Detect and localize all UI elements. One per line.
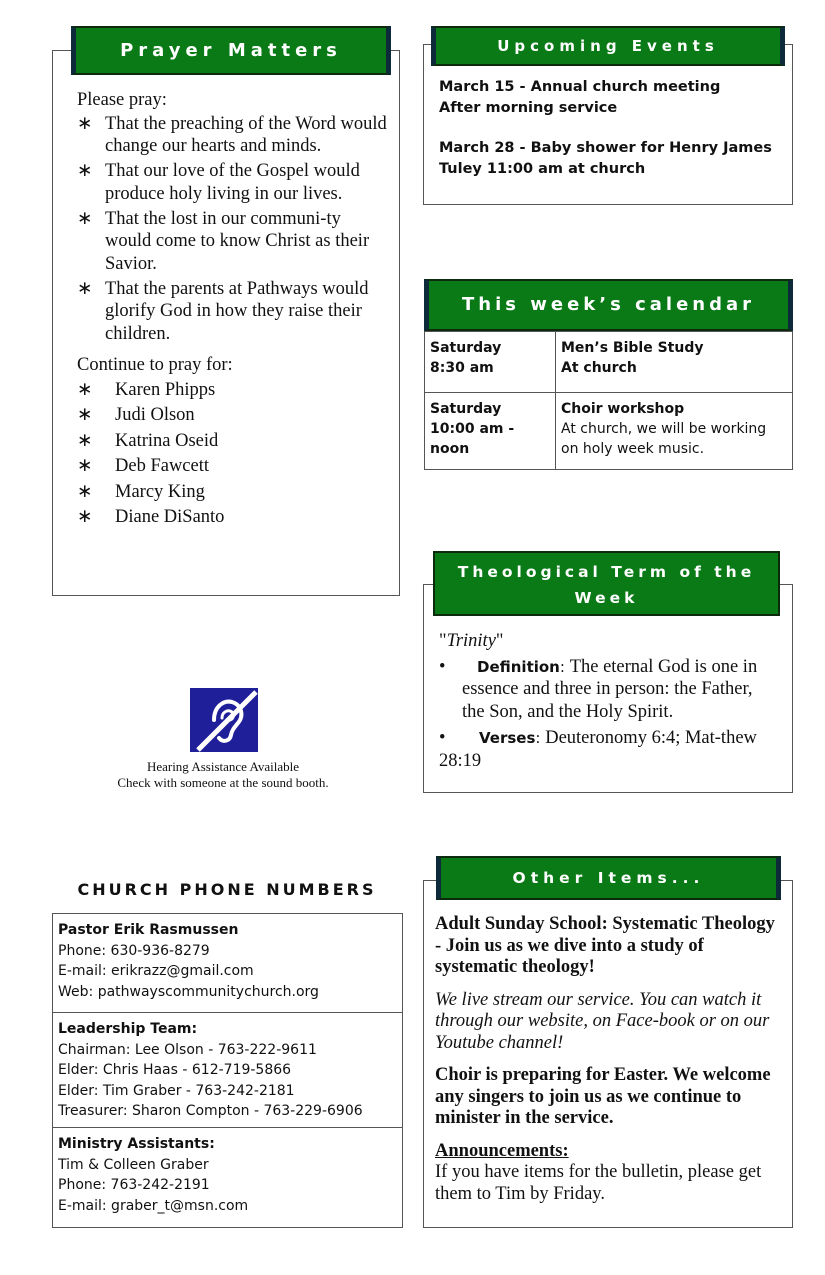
calendar-detail: At church [561,360,637,376]
event1-line1: March 15 - Annual church meeting [439,79,721,95]
asterisk-bullet-icon: ∗ [77,507,93,527]
theology-content [439,630,779,772]
leadership-line: Elder: Tim Graber - 763-242-2181 [58,1082,295,1099]
definition-label: Definition [477,657,560,676]
bullet-icon: • [439,728,446,748]
calendar-table-wrap [424,331,793,470]
asterisk-bullet-icon: ∗ [77,481,93,502]
prayer-item-text: That our love of the Gospel would produce holy living in our lives. [105,161,360,204]
calendar-time: 10:00 am - noon [430,421,515,457]
calendar-row [425,393,793,470]
pastor-web: Web: pathwayscommunitychurch.org [58,983,319,1000]
verses-text: Deuteronomy 6:4; Mat-thew 28:19 [439,728,757,771]
ministry-section [53,1128,402,1222]
ministry-heading: Ministry Assistants: [58,1136,215,1152]
theology-banner [433,551,780,616]
hearing-line2: Check with someone at the sound booth. [117,774,329,790]
hearing-text [100,759,346,790]
calendar-time: 8:30 am [430,360,494,376]
prayer-name [77,430,387,456]
calendar-when [425,332,556,393]
prayer-name [77,379,387,405]
prayer-item [77,113,387,158]
prayer-name-text: Katrina Oseid [115,430,219,451]
calendar-event: Choir workshop [561,401,685,417]
prayer-name-text: Deb Fawcett [115,456,210,476]
livestream-text: We live stream our service. You can watch it through our website, on Face-book or on our Youtube channel! [435,989,770,1053]
leadership-line: Treasurer: Sharon Compton - 763-229-6906 [58,1103,363,1119]
asterisk-bullet-icon: ∗ [77,456,93,476]
calendar-row [425,332,793,393]
event2-line1: March 28 - Baby shower for Henry James [439,140,772,156]
prayer-item-text: That the parents at Pathways would glorify God in how they raise their children. [105,278,369,344]
ministry-line: E-mail: graber_t@msn.com [58,1197,249,1214]
prayer-item [77,208,387,276]
continue-label: Continue to pray for: [77,355,233,375]
prayer-name-text: Diane DiSanto [115,507,225,527]
calendar-day: Saturday [430,340,502,356]
bullet-icon: • [439,656,446,677]
calendar-event: Men’s Bible Study [561,340,704,356]
ministry-line: Phone: 763-242-2191 [58,1177,210,1193]
phones-title: CHURCH PHONE NUMBERS [77,880,377,899]
leadership-section [53,1013,402,1128]
asterisk-bullet-icon: ∗ [77,208,93,229]
events-title: Upcoming Events [497,37,719,55]
prayer-item-text: That the lost in our communi-ty would come to know Christ as their Savior. [105,208,370,274]
leadership-heading: Leadership Team: [58,1021,198,1037]
calendar-banner [424,279,793,331]
calendar-what [556,393,793,470]
asterisk-bullet-icon: ∗ [77,113,93,134]
prayer-banner [71,26,391,75]
asterisk-bullet-icon: ∗ [77,161,93,181]
definition-text: The eternal God is one in essence and three in person: the Father, the Son, and the Holy Spirit. [462,656,758,722]
leadership-line: Elder: Chris Haas - 612-719-5866 [58,1062,292,1078]
prayer-item-text: That the preaching of the Word would change our hearts and minds. [105,113,387,156]
pastor-section [53,914,402,1013]
calendar-day: Saturday [430,401,502,417]
hearing-assistance-icon [190,688,258,752]
prayer-name-text: Karen Phipps [115,379,216,400]
asterisk-bullet-icon: ∗ [77,430,93,451]
hearing-line1: Hearing Assistance Available [146,759,300,774]
announcements-label: Announcements: [435,1140,569,1161]
phones-box [52,913,403,1228]
prayer-name [77,506,387,532]
calendar-table [424,331,793,470]
pastor-phone: Phone: 630-936-8279 [58,942,210,959]
event2-line2: Tuley 11:00 am at church [439,161,646,177]
prayer-name [77,404,387,430]
choir-text: Choir is preparing for Easter. We welcome any singers to join us as we continue to minister in the service. [435,1065,771,1128]
events-banner [431,26,785,66]
prayer-name [77,481,387,507]
theology-title: Theological Term of the Week [457,563,756,607]
prayer-item [77,278,387,346]
asterisk-bullet-icon: ∗ [77,278,93,299]
calendar-detail: At church, we will be working on holy week music. [561,421,767,457]
theology-term: "Trinity" [439,631,504,651]
other-title: Other Items... [512,869,705,887]
prayer-content [77,89,387,532]
other-banner [436,856,781,900]
events-content [439,77,787,180]
prayer-name [77,455,387,481]
calendar-when [425,393,556,470]
prayer-name-text: Judi Olson [115,405,195,425]
prayer-intro: Please pray: [77,90,167,110]
verses-label: Verses [479,729,536,747]
asterisk-bullet-icon: ∗ [77,405,93,425]
prayer-item [77,160,387,205]
pastor-email: E-mail: erikrazz@gmail.com [58,963,254,979]
definition-item: • Definition: The eternal God is one in essence and three in person: the Father, the Son, and the Holy Spirit. [439,656,758,722]
prayer-title: Prayer Matters [120,40,342,61]
sunday-school-text: Adult Sunday School: Systematic Theology - Join us as we dive into a study of systematic theology! [435,914,775,977]
prayer-name-text: Marcy King [115,481,205,502]
event1-line2: After morning service [439,100,618,116]
asterisk-bullet-icon: ∗ [77,379,93,400]
prayer-list [77,113,387,346]
other-content [435,914,780,1205]
calendar-title: This week’s calendar [462,294,755,315]
pastor-name: Pastor Erik Rasmussen [58,922,239,938]
ministry-line: Tim & Colleen Graber [58,1156,209,1173]
leadership-line: Chairman: Lee Olson - 763-222-9611 [58,1041,317,1058]
prayer-names-list [77,379,387,532]
theology-term-text: Trinity [446,631,496,651]
verses-item: • Verses: Deuteronomy 6:4; Mat-thew 28:19 [439,728,757,771]
announcements-text: If you have items for the bulletin, please get them to Tim by Friday. [435,1162,762,1204]
calendar-what [556,332,793,393]
